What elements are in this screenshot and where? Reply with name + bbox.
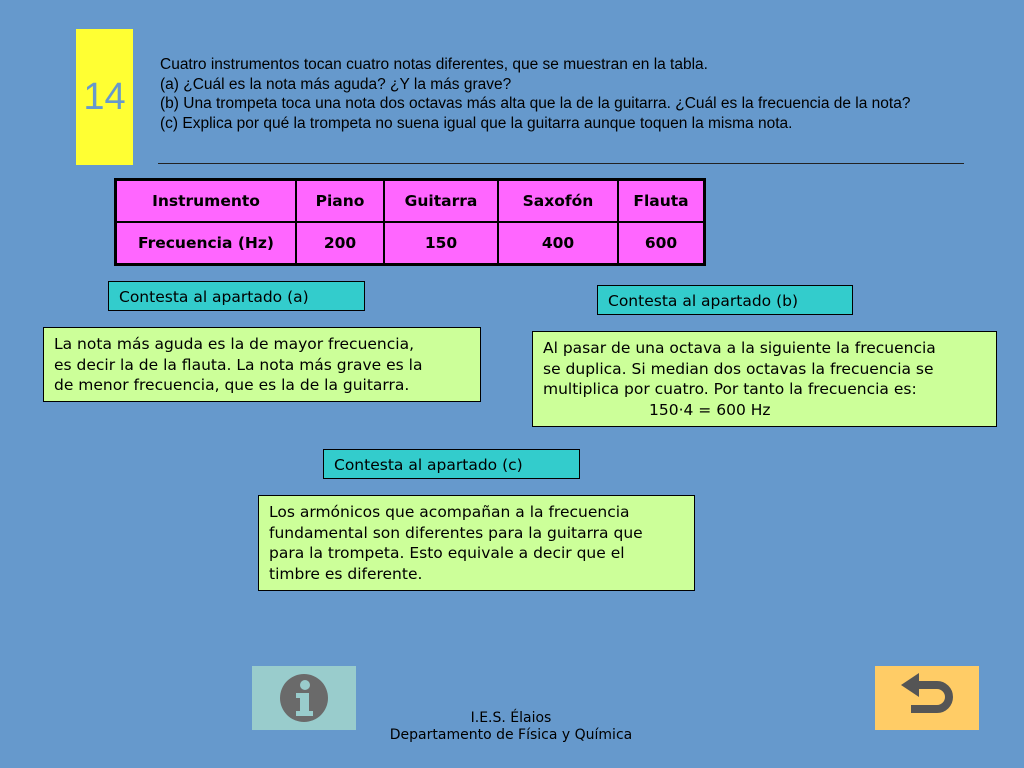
answer-b-line: Al pasar de una octava a la siguiente la frecuencia: [543, 339, 936, 357]
table-header-row: [116, 180, 705, 223]
table-cell: 200: [296, 222, 384, 265]
question-a: (a) ¿Cuál es la nota más aguda? ¿Y la más grave?: [160, 75, 512, 93]
frequency-table: [114, 178, 706, 266]
answer-b-button[interactable]: Contesta al apartado (b): [597, 285, 853, 315]
problem-number-box: [76, 29, 133, 165]
answer-a-line: de menor frecuencia, que es la de la guitarra.: [54, 376, 410, 394]
table-header-cell: Flauta: [618, 180, 705, 223]
question-c: (c) Explica por qué la trompeta no suena igual que la guitarra aunque toquen la misma nota.: [160, 114, 793, 132]
divider-line: [158, 163, 964, 164]
answer-c-line: para la trompeta. Esto equivale a decir que el: [269, 544, 625, 562]
answer-a-button[interactable]: Contesta al apartado (a): [108, 281, 365, 311]
footer-school: I.E.S. Élaios: [470, 710, 552, 726]
table-cell: Frecuencia (Hz): [116, 222, 297, 265]
table-header-cell: Guitarra: [384, 180, 498, 223]
answer-a-line: es decir la de la flauta. La nota más grave es la: [54, 355, 423, 374]
answer-b-text: [532, 331, 997, 427]
question-text: [160, 55, 960, 133]
problem-number: 14: [83, 75, 126, 118]
table-row: [116, 222, 705, 265]
table-header-cell: Saxofón: [498, 180, 618, 223]
question-b: (b) Una trompeta toca una nota dos octavas más alta que la de la guitarra. ¿Cuál es la frecuencia de la nota?: [160, 95, 911, 112]
answer-c-line: fundamental son diferentes para la guitarra que: [269, 523, 643, 542]
table-header-cell: Piano: [296, 180, 384, 223]
answer-a-line: La nota más aguda es la de mayor frecuencia,: [54, 335, 415, 353]
answer-c-line: timbre es diferente.: [269, 564, 423, 583]
info-button[interactable]: [252, 666, 356, 730]
info-icon: [278, 672, 330, 724]
back-button[interactable]: [875, 666, 979, 730]
answer-b-result: 150·4 = 600 Hz: [649, 400, 771, 419]
answer-a-text: [43, 327, 481, 402]
footer-department: Departamento de Física y Química: [389, 727, 633, 743]
table-cell: 150: [384, 222, 498, 265]
answer-b-line: multiplica por cuatro. Por tanto la frecuencia es:: [543, 380, 917, 398]
table-cell: 400: [498, 222, 618, 265]
answer-c-text: [258, 495, 695, 591]
table-cell: 600: [618, 222, 705, 265]
return-arrow-icon: [897, 673, 957, 723]
answer-b-line: se duplica. Si median dos octavas la frecuencia se: [543, 359, 934, 378]
table-header-cell: Instrumento: [116, 180, 297, 223]
answer-c-button[interactable]: Contesta al apartado (c): [323, 449, 580, 479]
answer-c-line: Los armónicos que acompañan a la frecuencia: [269, 503, 630, 521]
footer: [370, 710, 652, 744]
question-intro: Cuatro instrumentos tocan cuatro notas diferentes, que se muestran en la tabla.: [160, 56, 708, 73]
